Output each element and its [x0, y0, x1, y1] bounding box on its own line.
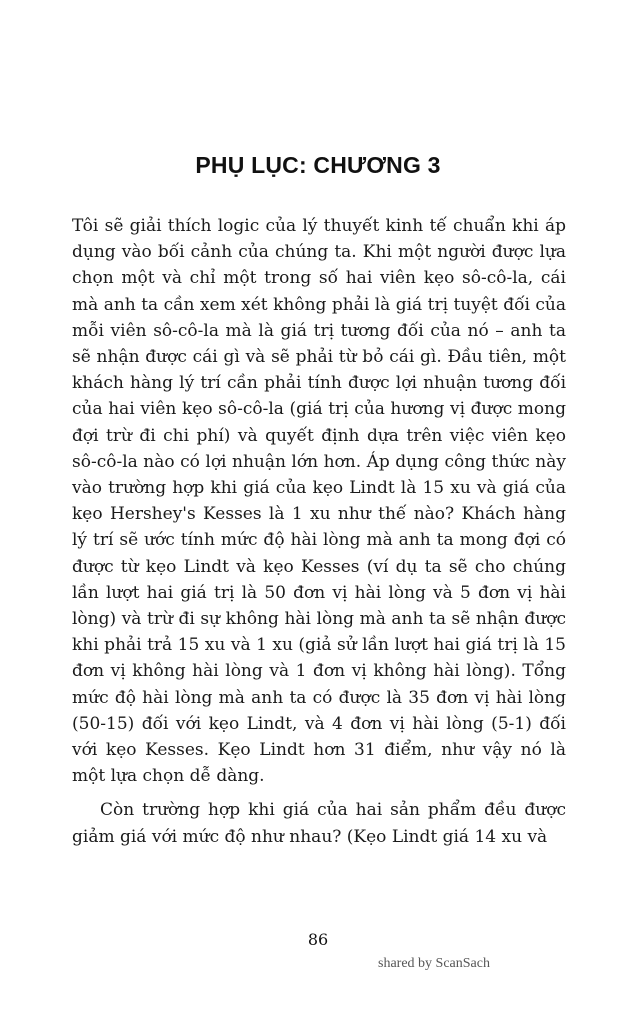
paragraph-1: Tôi sẽ giải thích logic của lý thuyết kinh tế chuẩn khi áp dụng vào bối cảnh của chúng ta. Khi một người được lựa chọn một và chỉ một trong số hai viên kẹo sô-cô-la, cái mà anh ta cần xem xét không phải là giá trị tuyệt đối của mỗi viên sô-cô-la mà là giá trị tương đối của nó – anh ta sẽ nhận được cái gì và sẽ phải từ bỏ cái gì. Đầu tiên, một khách hàng lý trí cần phải tính được lợi nhuận tương đối của hai viên kẹo sô-cô-la (giá trị của hương vị được mong đợi trừ đi chi phí) và quyết định dựa trên việc viên kẹo sô-cô-la nào có lợi nhuận lớn hơn. Áp dụng công thức này vào trường hợp khi giá của kẹo Lindt là 15 xu và giá của kẹo Hershey's Kesses là 1 xu như thế nào? Khách hàng lý trí sẽ ước tính mức độ hài lòng mà anh ta mong đợi có được từ kẹo Lindt và kẹo Kesses (ví dụ ta sẽ cho chúng lần lượt hai giá trị là 50 đơn vị hài lòng và 5 đơn vị hài lòng) và trừ đi sự không hài lòng mà anh ta sẽ nhận được khi phải trả 15 xu và 1 xu (giả sử lần lượt hai giá trị là 15 đơn vị không hài lòng và 1 đơn vị không hài lòng). Tổng mức độ hài lòng mà anh ta có được là 35 đơn vị hài lòng (50-15) đối với kẹo Lindt, và 4 đơn vị hài lòng (5-1) đối với kẹo Kesses. Kẹo Lindt hơn 31 điểm, như vậy nó là một lựa chọn dễ dàng.: [72, 216, 566, 787]
chapter-title: PHỤ LỤC: CHƯƠNG 3: [195, 152, 441, 178]
watermark-text: shared by ScanSach: [378, 956, 490, 971]
paragraph-2: Còn trường hợp khi giá của hai sản phẩm đều được giảm giá với mức độ như nhau? (Kẹo Lindt giá 14 xu và: [72, 800, 566, 847]
body-text: [72, 213, 566, 850]
page-number: 86: [307, 930, 329, 949]
